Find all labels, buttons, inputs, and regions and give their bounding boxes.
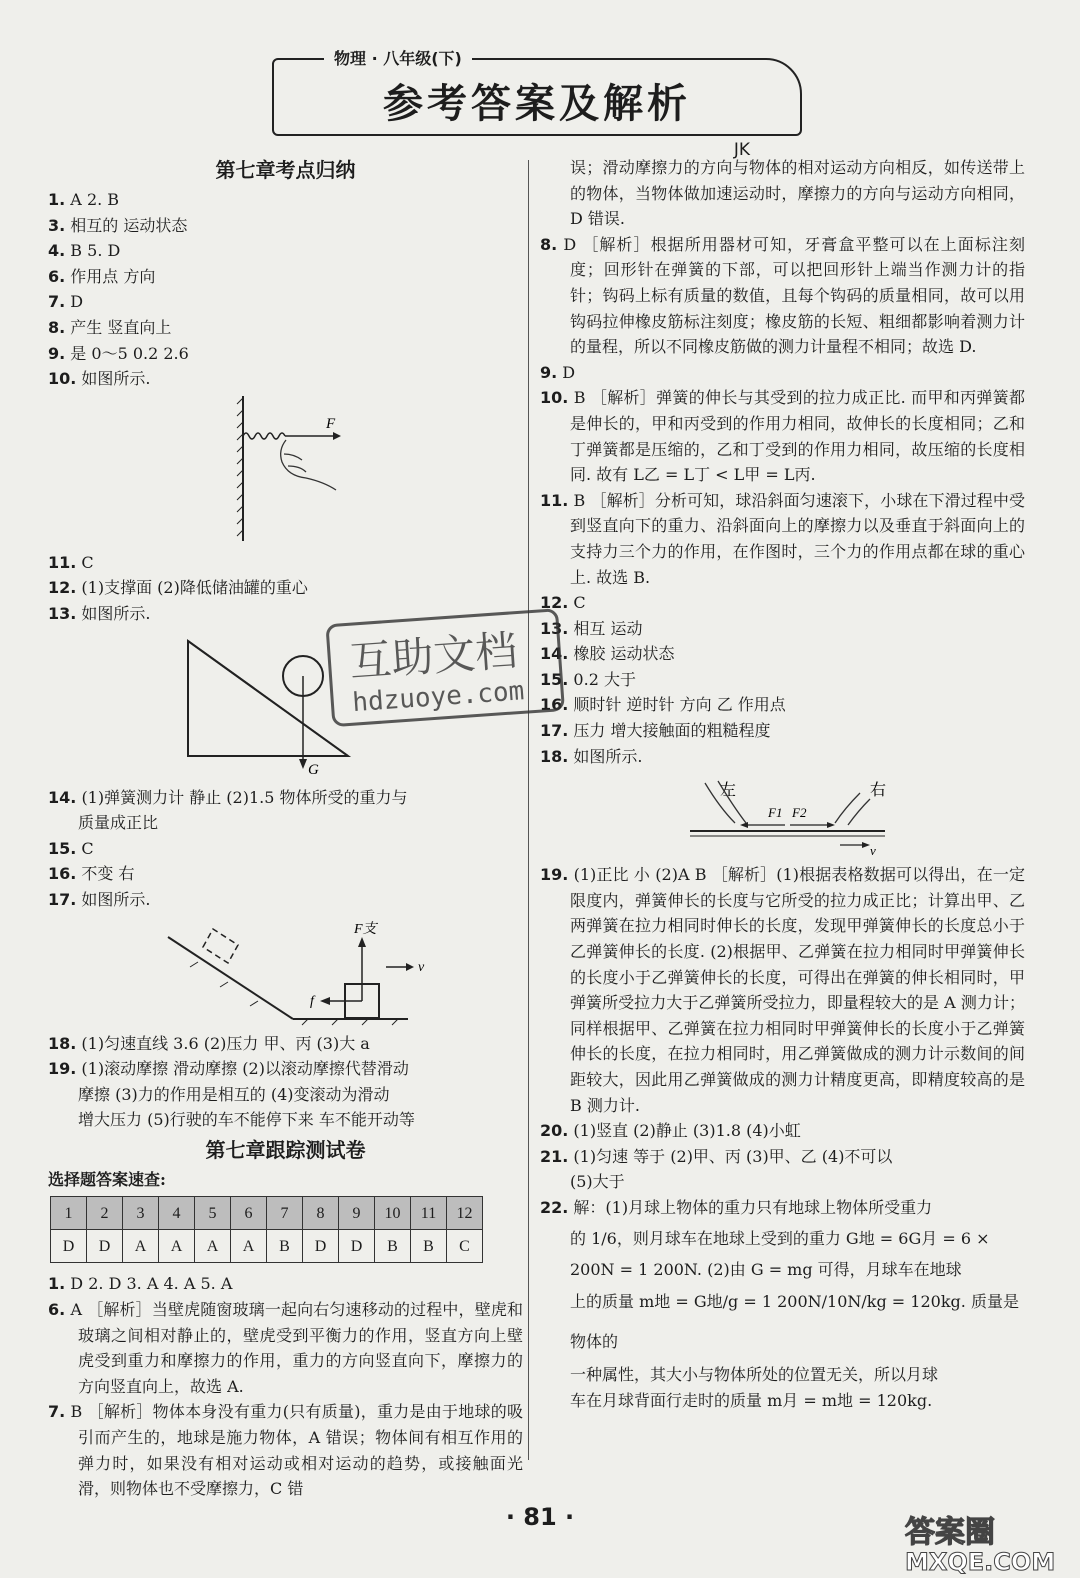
item-text: 如图所示. [76,603,151,623]
table-answer-cell: A [123,1230,159,1263]
figure-17 [48,917,523,1027]
table-answer-cell: B [375,1230,411,1263]
force-f2-label: F2 [792,805,807,821]
list-item [540,590,1025,616]
item-text: 作用点 方向 [65,266,156,286]
item-number: 14. [48,787,77,807]
item-text: 0.2 大于 [568,669,636,689]
item-number: 11. [48,552,77,572]
item-text: (1)弹簧测力计 静止 (2)1.5 物体所受的重力与 [81,787,408,807]
table-answer-cell: C [447,1230,483,1263]
list-item [48,550,523,576]
mxqe-watermark-logo [900,1510,1075,1575]
list-item-cont: 摩擦 (3)力的作用是相互的 (4)变滚动为滑动 [78,1084,390,1104]
table-answer-cell: D [339,1230,375,1263]
table-number-cell: 8 [303,1197,339,1230]
list-item [48,187,523,213]
wall-spring-hand-figure [48,396,523,546]
item-text: 相互 运动 [568,618,643,638]
list-item [540,616,1025,642]
list-item: 9. D [540,362,576,382]
block-incline-figure [48,917,523,1027]
table-answer-cell: A [231,1230,267,1263]
force-f-label: F [326,415,336,432]
table-number-cell: 9 [339,1197,375,1230]
explanation-paragraph: 10. B ［解析］弹簧的伸长与其受到的拉力成正比. 而甲和丙弹簧都是伸长的，甲和丙受到的作用力相同，故伸长的长度相同；乙和丁弹簧都是压缩的，乙和丁受到的作用力相同，故压缩的长度相同. 故有 L乙 = L丁 < L甲 = L丙. [540,388,1025,485]
item-text: 橡胶 运动状态 [568,644,675,664]
list-item-cont: 上的质量 m地 = G地/g = 1 200N/10N/kg = 120kg. 质量是物体的 [570,1292,1019,1352]
item-text: A 2. B [65,190,120,209]
item-text: 是 0～5 0.2 2.6 [65,343,189,363]
friction-label: f [310,993,314,1009]
gravity-g-label: G [308,761,319,778]
table-number-cell: 7 [267,1197,303,1230]
item-number: 15. [48,838,77,858]
velocity-label: v [870,843,876,859]
item-text: D [65,292,84,312]
table-answer-cell: A [159,1230,195,1263]
explanation-paragraph: 误；滑动摩擦力的方向与物体的相对运动方向相反，如传送带上的物体，当物体做加速运动时，摩擦力的方向与运动方向相同，D 错误. [570,158,1025,229]
item-number: 3. [48,215,66,235]
item-text: 不变 右 [76,864,135,884]
list-item [48,575,523,601]
stamp-text: 互助文档 [347,625,519,687]
list-item [48,861,523,887]
list-item: 18. (1)匀速直线 3.6 (2)压力 甲、丙 (3)大 a [48,1033,370,1053]
list-item: 1. D 2. D 3. A 4. A 5. A [48,1274,233,1294]
item-number: 8. [48,317,66,337]
left-column [48,155,526,1502]
list-item [48,887,523,913]
table-answer-cell: D [87,1230,123,1263]
subject-label: 物理 · 八年级(下) [324,46,472,69]
table-number-cell: 11 [411,1197,447,1230]
table-number-cell: 4 [159,1197,195,1230]
item-number: 12. [48,578,77,598]
item-number: 14. [540,644,569,664]
list-item: 20. (1)竖直 (2)静止 (3)1.8 (4)小虹 [540,1121,801,1141]
left-label: 左 [720,780,737,800]
explanation-paragraph: 11. B ［解析］分析可知，球沿斜面匀速滚下，小球在下滑过程中受到竖直向下的重力、沿斜面向上的摩擦力以及垂直于斜面向上的支持力三个力的作用，在作图时，三个力的作用点都在球的重心上. 故选 B. [540,490,1025,587]
item-text: 压力 增大接触面的粗糙程度 [568,721,771,741]
item-text: 如图所示. [76,369,151,389]
header-box [272,49,802,160]
list-item [540,667,1025,693]
item-text: 顺时针 逆时针 方向 乙 作用点 [568,695,786,715]
right-label: 右 [870,780,887,800]
section-title: 第七章跟踪测试卷 [205,1137,366,1162]
item-text: 产生 竖直向上 [65,317,172,337]
table-number-cell: 5 [195,1197,231,1230]
figure-18 [540,773,1025,858]
list-item-cont: 车在月球背面行走时的质量 m月 = m地 = 120kg. [570,1390,933,1410]
list-item: 19. (1)滚动摩擦 滑动摩擦 (2)以滚动摩擦代替滑动 [48,1059,409,1079]
item-number: 16. [540,695,569,715]
list-item-cont: (5)大于 [570,1172,625,1192]
table-number-cell: 12 [447,1197,483,1230]
explanation-paragraph: 7. B ［解析］物体本身没有重力(只有质量)，重力是由于地球的吸引而产生的，地球是施力物体，A 错误；物体间有相互作用的弹力时，如果没有相对运动或相对运动的趋势，或接触面光滑，则物体也不受摩擦力，C 错 [48,1402,523,1499]
answer-list [48,836,523,913]
list-item [48,213,523,239]
item-text: (1)支撑面 (2)降低储油罐的重心 [76,578,308,598]
list-item [540,641,1025,667]
list-item [48,289,523,315]
item-text: C [568,593,586,613]
item-number: 13. [540,618,569,638]
explanation-paragraph: 6. A ［解析］当壁虎随窗玻璃一起向右匀速移动的过程中，壁虎和玻璃之间相对静止的，壁虎受到平衡力的作用，竖直方向上壁虎受到重力和摩擦力的作用，重力的方向竖直向下，摩擦力的方向竖直向上，故选 A. [48,1300,523,1396]
item-text: C [76,838,94,858]
list-item [540,744,1025,770]
list-item [48,264,523,290]
watermark-url: MXQE.COM [905,1548,1056,1575]
table-answer-cell: A [195,1230,231,1263]
list-item-cont: 增大压力 (5)行驶的车不能停下来 车不能开动等 [78,1110,415,1130]
stamp-url: hdzuoye.com [351,676,526,719]
item-text: B 5. D [65,241,121,261]
list-item [48,366,523,392]
list-item: 22. 解：(1)月球上物体的重力只有地球上物体所受重力 [540,1197,933,1217]
list-item [540,692,1025,718]
answer-list [48,187,523,392]
table-answer-cell: B [411,1230,447,1263]
explanation-paragraph: 8. D ［解析］根据所用器材可知，牙膏盒平整可以在上面标注刻度；回形针在弹簧的下部，可以把回形针上端当作测力计的指针；钩码上标有质量的数值，且每个钩码的质量相同，故可以用钩码拉伸橡皮筋标注刻度；橡皮筋的长短、粗细都影响着测力计的量程，所以不同橡皮筋做的测力计量程不相同；故选 D. [540,234,1025,357]
table-number-cell: 3 [123,1197,159,1230]
item-number: 15. [540,669,569,689]
list-item-cont: 200N = 1 200N. (2)由 G = mg 可得，月球车在地球 [570,1259,962,1279]
answer-table [50,1196,483,1263]
answer-table-numbers [51,1197,483,1230]
list-item-cont: 质量成正比 [78,813,159,833]
item-number: 12. [540,593,569,613]
item-number: 18. [540,746,569,766]
watermark-text: 答案圈 [905,1515,995,1550]
item-number: 17. [48,889,77,909]
list-item: 21. (1)匀速 等于 (2)甲、丙 (3)甲、乙 (4)不可以 [540,1146,893,1166]
item-number: 13. [48,603,77,623]
velocity-label: v [418,959,425,975]
force-f1-label: F1 [768,805,783,821]
table-answer-cell: D [51,1230,87,1263]
item-text: 如图所示. [568,746,643,766]
hdzuoye-stamp-logo [290,600,590,730]
list-item [48,315,523,341]
item-text: 相互的 运动状态 [65,215,188,235]
table-number-cell: 10 [375,1197,411,1230]
item-text: C [76,552,94,572]
item-number: 16. [48,864,77,884]
item-number: 10. [48,369,77,389]
page-title: 参考答案及解析 [383,81,691,127]
list-item [48,341,523,367]
item-number: 9. [48,343,66,363]
page-number: · 81 · [505,1503,575,1531]
list-item-cont: 的 1/6，则月球车在地球上受到的重力 G地 = 6G月 = 6 × [570,1228,990,1248]
item-number: 17. [540,721,569,741]
table-answer-cell: D [303,1230,339,1263]
table-answer-cell: B [267,1230,303,1263]
table-number-cell: 2 [87,1197,123,1230]
item-number: 7. [48,292,66,312]
section-title: 第七章考点归纳 [215,158,356,182]
item-text: 如图所示. [76,889,151,909]
hands-pulling-figure [540,773,1025,858]
list-item [48,836,523,862]
answer-list [540,590,1025,769]
explanation-paragraph: 19. (1)正比 小 (2)A B ［解析］(1)根据表格数据可以得出，在一定限度内，弹簧伸长的长度与它所受的拉力成正比；计算出甲、乙两弹簧在拉力相同时伸长的长度，发现甲弹簧伸长的长度总小于乙弹簧伸长的长度. (2)根据甲、乙弹簧在拉力相同时甲弹簧伸长的长度小于乙弹簧伸长的长度，可得出在弹簧的伸长相同时，甲弹簧所受拉力大于乙弹簧所受拉力，即量程较大的是 A 测力计；同样根据甲、乙弹簧在拉力相同时甲弹簧伸长的长度小于乙弹簧伸长的长度，在拉力相同时，用乙弹簧做成的测力计示数间的间距较大，因此用乙弹簧做成的测力计精度更高，即精度较高的是 B 测力计. [540,865,1025,1115]
column-divider [528,160,529,1460]
support-force-label: F支 [354,921,377,937]
list-item [48,238,523,264]
answer-table-answers [51,1230,483,1263]
list-item [540,718,1025,744]
figure-10 [48,396,523,546]
list-item-cont: 一种属性，其大小与物体所处的位置无关，所以月球 [570,1365,939,1385]
right-column [540,155,1025,1413]
list-item [48,785,523,811]
item-number: 4. [48,241,66,261]
item-number: 6. [48,266,66,286]
quick-answer-label: 选择题答案速查: [48,1169,166,1189]
edition-label: JK [728,140,756,160]
table-number-cell: 6 [231,1197,267,1230]
item-number: 1. [48,190,66,209]
table-number-cell: 1 [51,1197,87,1230]
